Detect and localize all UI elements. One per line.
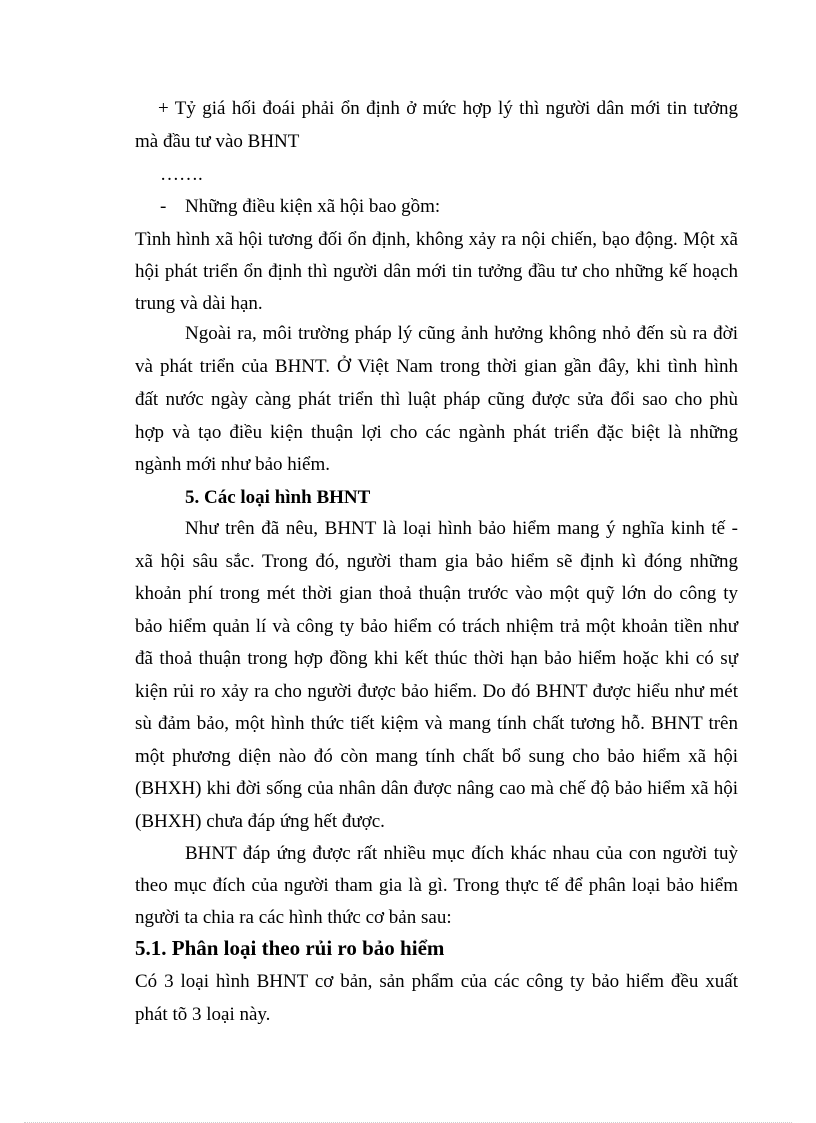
text-line: ngành mới như bảo hiểm.: [135, 454, 331, 475]
text-line: mà đầu tư vào BHNT: [135, 131, 300, 152]
section-heading: 5. Các loại hình BHNT: [185, 487, 371, 508]
text-line: + Tỷ giá hối đoái phải ổn định ở mức hợp lý thì người dân mới tin tưởng: [158, 98, 738, 119]
text-line: hợp và tạo điều kiện thuận lợi cho các ngành phát triển đặc biệt là những: [135, 422, 738, 443]
text-line: trung và dài hạn.: [135, 293, 263, 314]
text-line: người ta chia ra các hình thức cơ bản sau:: [135, 907, 452, 928]
bullet-dash: -: [160, 196, 167, 217]
text-line: Những điều kiện xã hội bao gồm:: [185, 196, 441, 217]
text-line: Tình hình xã hội tương đối ổn định, không xảy ra nội chiến, bạo động. Một xã: [135, 229, 738, 250]
text-line: và phát triển của BHNT. Ở Việt Nam trong thời gian gần đây, khi tình hình: [135, 356, 738, 377]
text-line: …….: [160, 164, 203, 185]
subsection-heading: 5.1. Phân loại theo rủi ro bảo hiểm: [135, 936, 445, 960]
text-line: Ngoài ra, môi trường pháp lý cũng ảnh hưởng không nhỏ đến sù ra đời: [185, 323, 738, 344]
text-line: hội phát triển ổn định thì người dân mới tin tưởng đầu tư cho những kế hoạch: [135, 261, 738, 282]
text-line: Có 3 loại hình BHNT cơ bản, sản phẩm của các công ty bảo hiểm đều xuất: [135, 971, 738, 992]
text-line: (BHXH) chưa đáp ứng hết được.: [135, 811, 385, 832]
text-line: phát tõ 3 loại này.: [135, 1004, 271, 1025]
text-line: đất nước ngày càng phát triển thì luật pháp cũng được sửa đổi sao cho phù: [135, 389, 738, 410]
text-line: một phương diện nào đó còn mang tính chất bổ sung cho bảo hiểm xã hội: [135, 746, 738, 767]
text-line: theo mục đích của người tham gia là gì. Trong thực tế để phân loại bảo hiểm: [135, 875, 738, 896]
text-line: khoản phí trong mét thời gian thoả thuận trước vào một quỹ lớn do công ty: [135, 583, 738, 604]
text-line: Như trên đã nêu, BHNT là loại hình bảo hiểm mang ý nghĩa kinh tế -: [185, 518, 738, 539]
text-line: xã hội sâu sắc. Trong đó, người tham gia bảo hiểm sẽ định kì đóng những: [135, 551, 738, 572]
text-line: sù đảm bảo, một hình thức tiết kiệm và mang tính chất tương hỗ. BHNT trên: [135, 713, 738, 734]
text-line: (BHXH) khi đời sống của nhân dân được nâng cao mà chế độ bảo hiểm xã hội: [135, 778, 738, 799]
text-line: đã thoả thuận trong hợp đồng khi kết thúc thời hạn bảo hiểm hoặc khi có sự: [135, 648, 738, 669]
text-line: kiện rủi ro xảy ra cho người được bảo hiểm. Do đó BHNT được hiểu như mét: [135, 681, 738, 702]
text-line: BHNT đáp ứng được rất nhiều mục đích khác nhau của con người tuỳ: [185, 843, 738, 864]
text-line: bảo hiểm quản lí và công ty bảo hiểm có trách nhiệm trả một khoản tiền như: [135, 616, 738, 637]
